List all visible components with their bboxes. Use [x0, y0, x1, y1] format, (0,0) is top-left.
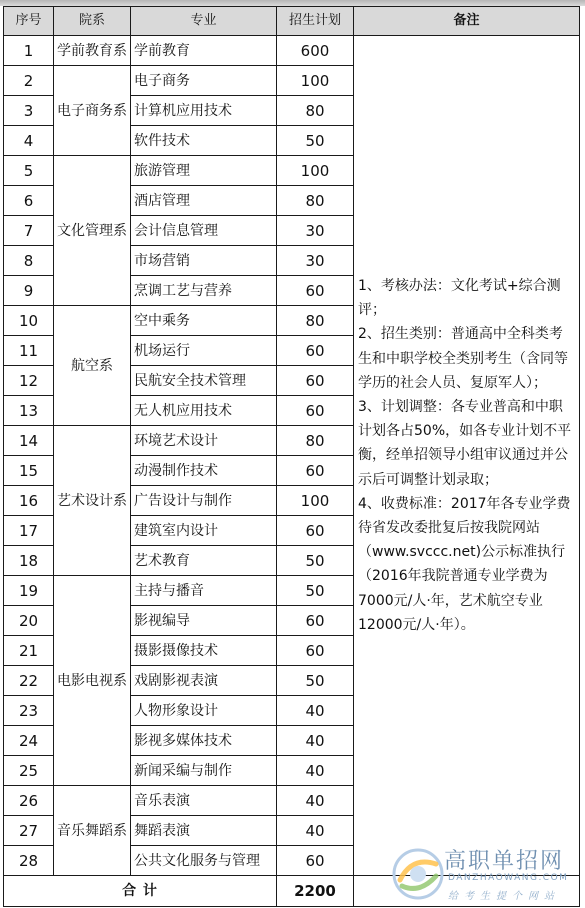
major-cell: 市场营销: [131, 246, 277, 276]
plan-cell: 40: [277, 696, 354, 726]
major-cell: 民航安全技术管理: [131, 366, 277, 396]
major-cell: 软件技术: [131, 126, 277, 156]
header-department: 院系: [54, 7, 131, 36]
header-remarks: 备注: [354, 7, 580, 36]
row-index: 4: [4, 126, 54, 156]
watermark-url: DANZHAOWANG.COM: [448, 873, 569, 883]
plan-cell: 40: [277, 816, 354, 846]
row-index: 16: [4, 486, 54, 516]
enrollment-plan-table: [3, 6, 580, 907]
row-index: 8: [4, 246, 54, 276]
plan-cell: 100: [277, 66, 354, 96]
major-cell: 摄影摄像技术: [131, 636, 277, 666]
row-index: 24: [4, 726, 54, 756]
major-cell: 烹调工艺与营养: [131, 276, 277, 306]
major-cell: 动漫制作技术: [131, 456, 277, 486]
total-value: 2200: [277, 876, 354, 907]
plan-cell: 80: [277, 186, 354, 216]
plan-cell: 40: [277, 756, 354, 786]
plan-cell: 60: [277, 846, 354, 876]
major-cell: 酒店管理: [131, 186, 277, 216]
plan-cell: 60: [277, 516, 354, 546]
row-index: 18: [4, 546, 54, 576]
plan-cell: 80: [277, 306, 354, 336]
major-cell: 艺术教育: [131, 546, 277, 576]
department-cell: 文化管理系: [54, 156, 131, 306]
major-cell: 广告设计与制作: [131, 486, 277, 516]
plan-cell: 600: [277, 36, 354, 66]
row-index: 7: [4, 216, 54, 246]
header-index: 序号: [4, 7, 54, 36]
row-index: 15: [4, 456, 54, 486]
department-cell: 学前教育系: [54, 36, 131, 66]
plan-cell: 60: [277, 456, 354, 486]
row-index: 14: [4, 426, 54, 456]
major-cell: 旅游管理: [131, 156, 277, 186]
plan-cell: 60: [277, 606, 354, 636]
major-cell: 影视多媒体技术: [131, 726, 277, 756]
row-index: 9: [4, 276, 54, 306]
plan-cell: 80: [277, 96, 354, 126]
department-cell: 艺术设计系: [54, 426, 131, 576]
row-index: 19: [4, 576, 54, 606]
row-index: 27: [4, 816, 54, 846]
plan-cell: 30: [277, 246, 354, 276]
row-index: 21: [4, 636, 54, 666]
major-cell: 舞蹈表演: [131, 816, 277, 846]
major-cell: 计算机应用技术: [131, 96, 277, 126]
table-header-row: [4, 7, 580, 36]
row-index: 13: [4, 396, 54, 426]
major-cell: 公共文化服务与管理: [131, 846, 277, 876]
remarks-text: 1、考核办法：文化考试+综合测评； 2、招生类别：普通高中全科类考生和中职学校全类别考生（含同等学历的社会人员、复原军人）； 3、计划调整：各专业普高和中职计划各占50%，如各专业计划不平衡，经单招领导小组审议通过并公示后可调整计划录取； 4、收费标准：2017年各专业学费待省发改委批复后按我院网站（www.svccc.net)公示标准执行（2016年我院普通专业学费为7000元/人·年，艺术航空专业12000元/人·年）。: [358, 277, 572, 633]
major-cell: 学前教育: [131, 36, 277, 66]
plan-cell: 40: [277, 726, 354, 756]
row-index: 1: [4, 36, 54, 66]
plan-cell: 60: [277, 276, 354, 306]
major-cell: 主持与播音: [131, 576, 277, 606]
row-index: 28: [4, 846, 54, 876]
major-cell: 影视编导: [131, 606, 277, 636]
plan-cell: 60: [277, 396, 354, 426]
row-index: 17: [4, 516, 54, 546]
major-cell: 会计信息管理: [131, 216, 277, 246]
header-major: 专业: [131, 7, 277, 36]
major-cell: 空中乘务: [131, 306, 277, 336]
plan-cell: 60: [277, 636, 354, 666]
major-cell: 环境艺术设计: [131, 426, 277, 456]
table-row: [4, 36, 580, 66]
row-index: 22: [4, 666, 54, 696]
watermark-logo-icon: [390, 846, 446, 902]
header-plan: 招生计划: [277, 7, 354, 36]
major-cell: 新闻采编与制作: [131, 756, 277, 786]
plan-cell: 50: [277, 576, 354, 606]
plan-cell: 50: [277, 546, 354, 576]
plan-cell: 100: [277, 156, 354, 186]
major-cell: 人物形象设计: [131, 696, 277, 726]
row-index: 25: [4, 756, 54, 786]
plan-cell: 50: [277, 126, 354, 156]
major-cell: 机场运行: [131, 336, 277, 366]
department-cell: 电子商务系: [54, 66, 131, 156]
major-cell: 无人机应用技术: [131, 396, 277, 426]
plan-cell: 80: [277, 426, 354, 456]
row-index: 23: [4, 696, 54, 726]
watermark: [390, 840, 582, 904]
row-index: 11: [4, 336, 54, 366]
row-index: 26: [4, 786, 54, 816]
major-cell: 电子商务: [131, 66, 277, 96]
plan-cell: 60: [277, 336, 354, 366]
watermark-name: 高职单招网: [444, 849, 565, 874]
plan-cell: 40: [277, 786, 354, 816]
row-index: 10: [4, 306, 54, 336]
major-cell: 戏剧影视表演: [131, 666, 277, 696]
major-cell: 建筑室内设计: [131, 516, 277, 546]
row-index: 5: [4, 156, 54, 186]
department-cell: 电影电视系: [54, 576, 131, 786]
department-cell: 音乐舞蹈系: [54, 786, 131, 876]
row-index: 20: [4, 606, 54, 636]
row-index: 3: [4, 96, 54, 126]
row-index: 6: [4, 186, 54, 216]
plan-cell: 60: [277, 366, 354, 396]
plan-cell: 50: [277, 666, 354, 696]
plan-cell: 100: [277, 486, 354, 516]
department-cell: 航空系: [54, 306, 131, 426]
remarks-cell: [354, 36, 580, 876]
major-cell: 音乐表演: [131, 786, 277, 816]
row-index: 12: [4, 366, 54, 396]
total-label: 合 计: [4, 876, 277, 907]
plan-cell: 30: [277, 216, 354, 246]
watermark-slogan: 给考生提个网站: [448, 891, 560, 902]
row-index: 2: [4, 66, 54, 96]
